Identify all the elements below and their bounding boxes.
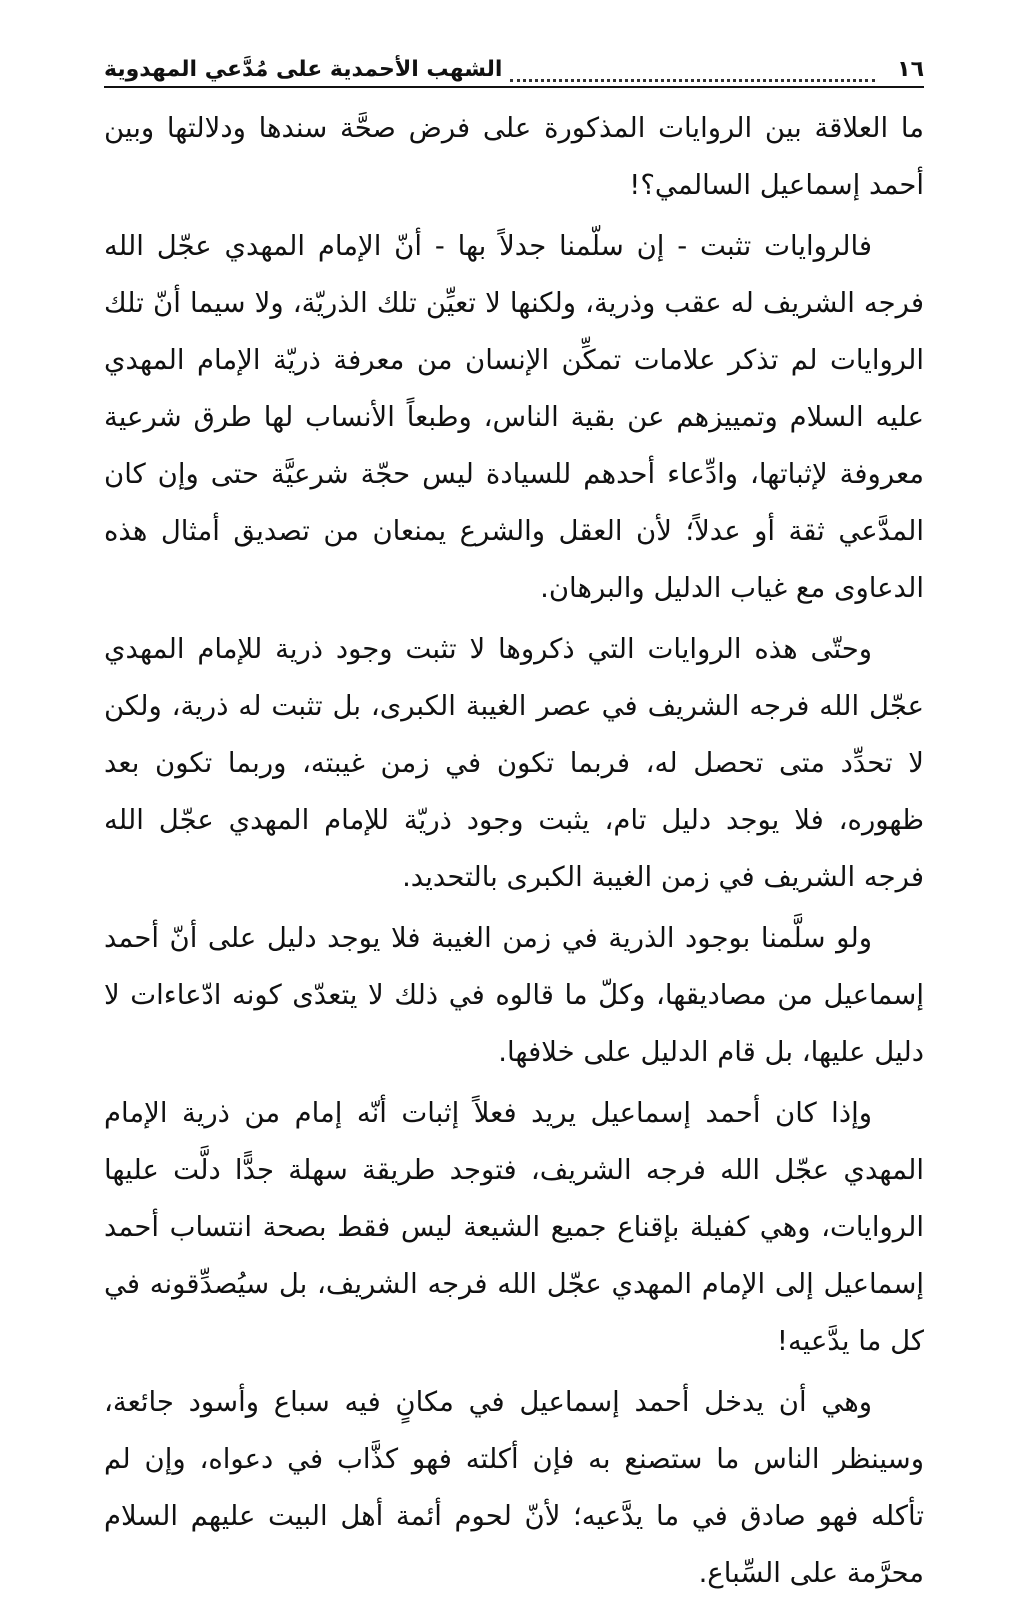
page-number: ١٦: [897, 57, 924, 82]
paragraph-4: ولو سلَّمنا بوجود الذرية في زمن الغيبة فلا يوجد دليل على أنّ أحمد إسماعيل من مصاديقها، وكلّ ما قالوه في ذلك لا يتعدّى كونه ادّعاءات لا دليل عليها، بل قام الدليل على خلافها.: [104, 922, 924, 1068]
paragraph-6: وهي أن يدخل أحمد إسماعيل في مكانٍ فيه سباع وأسود جائعة، وسينظر الناس ما ستصنع به فإن أكلته فهو كذَّاب في دعواه، وإن لم تأكله فهو صادق في ما يدَّعيه؛ لأنّ لحوم أئمة أهل البيت عليهم السلام محرَّمة على السِّباع.: [104, 1386, 924, 1589]
running-header: [104, 44, 924, 88]
book-page: [104, 44, 924, 1606]
paragraph-3: وحتّى هذه الروايات التي ذكروها لا تثبت وجود ذرية للإمام المهدي عجّل الله فرجه الشريف في عصر الغيبة الكبرى، بل تثبت له ذرية، ولكن لا تحدِّد متى تحصل له، فربما تكون في زمن غيبته، وربما تكون بعد ظهوره، فلا يوجد دليل تام، يثبت وجود ذريّة للإمام المهدي عجّل الله فرجه الشريف في زمن الغيبة الكبرى بالتحديد.: [104, 633, 924, 893]
body-text: [104, 100, 924, 1602]
paragraph-2: فالروايات تثبت - إن سلّمنا جدلاً بها - أنّ الإمام المهدي عجّل الله فرجه الشريف له عقب وذرية، ولكنها لا تعيِّن تلك الذريّة، ولا سيما أنّ تلك الروايات لم تذكر علامات تمكِّن الإنسان من معرفة ذريّة الإمام المهدي عليه السلام وتمييزهم عن بقية الناس، وطبعاً الأنساب لها طرق شرعية معروفة لإثباتها، وادِّعاء أحدهم للسيادة ليس حجّة شرعيَّة حتى وإن كان المدَّعي ثقة أو عدلاً؛ لأن العقل والشرع يمنعان من تصديق أمثال هذه الدعاوى مع غياب الدليل والبرهان.: [104, 230, 924, 604]
book-title: الشهب الأحمدية على مُدَّعي المهدوية: [104, 57, 503, 82]
dotted-leader: [510, 73, 875, 82]
paragraph-5: وإذا كان أحمد إسماعيل يريد فعلاً إثبات أنّه إمام من ذرية الإمام المهدي عجّل الله فرجه الشريف، فتوجد طريقة سهلة جدًّا دلَّت عليها الروايات، وهي كفيلة بإقناع جميع الشيعة ليس فقط بصحة انتساب أحمد إسماعيل إلى الإمام المهدي عجّل الله فرجه الشريف، بل سيُصدِّقونه في كل ما يدَّعيه!: [104, 1097, 924, 1357]
paragraph-1: ما العلاقة بين الروايات المذكورة على فرض صحَّة سندها ودلالتها وبين أحمد إسماعيل السالمي؟!: [104, 112, 924, 201]
